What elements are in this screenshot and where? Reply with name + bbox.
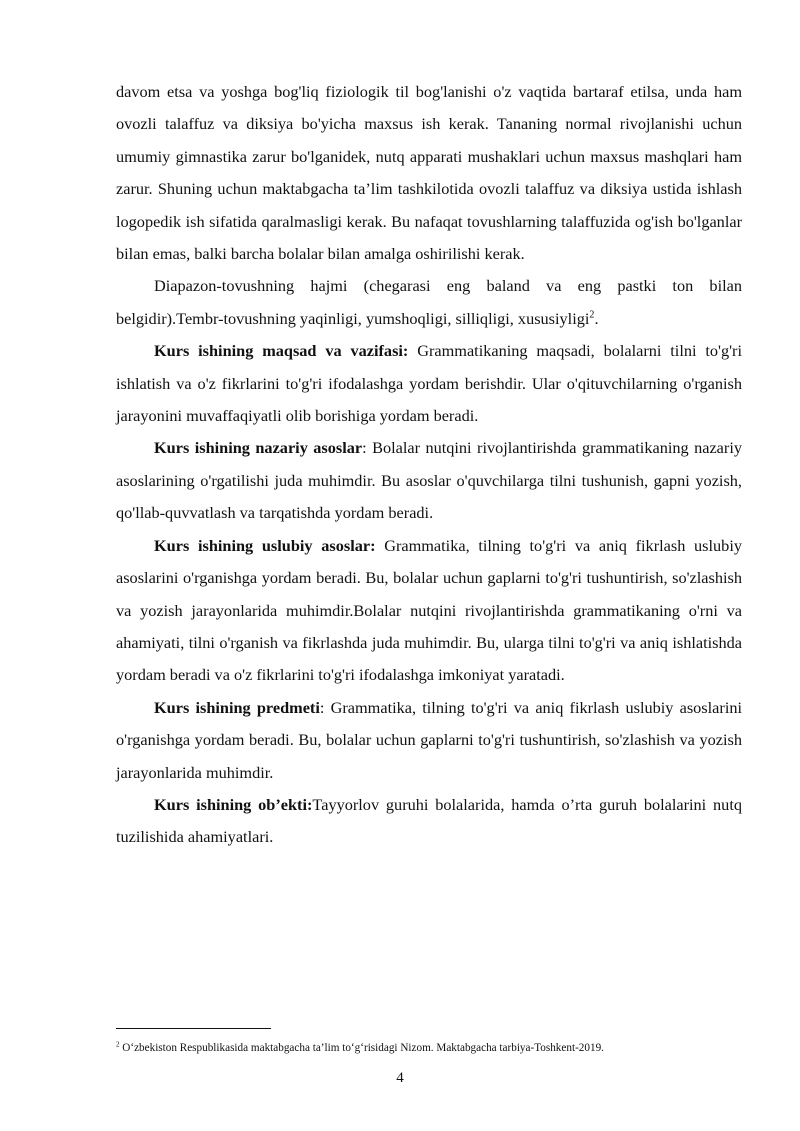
method-text: Grammatika, tilning to'g'ri va aniq fikrlash uslubiy asoslarini o'rganishga yordam beradi. Bu, bolalar uchun gaplarni to'g'ri tushuntirish, so'zlashish va yozish jarayonlarida muhimdir.Bolalar nutqini rivojlantirishda grammatikaning o'rni va ahamiyati, tilni o'rganish va fikrlashda juda muhimdir. Bu, ularga tilni to'g'ri va aniq ishlatishda yordam beradi va o'z fikrlarini to'g'ri ifodalashga imkoniyat yaratadi.: [116, 535, 742, 685]
paragraph-method: [116, 530, 742, 692]
paragraph-1-text: davom etsa va yoshga bog'liq fiziologik til bog'lanishi o'z vaqtida bartaraf etilsa, unda ham ovozli talaffuz va diksiya bo'yicha maxsus ish kerak. Tananing normal rivojlanishi uchun umumiy gimnastika zarur bo'lganidek, nutq apparati mushaklari uchun maxsus mashqlari ham zarur. Shuning uchun maktabgacha ta’lim tashkilotida ovozli talaffuz va diksiya ustida ishlash logopedik ish sifatida qaralmasligi kerak. Bu nafaqat tovushlarning talaffuzida og'ish bo'lganlar bilan emas, balki barcha bolalar bilan amalga oshirilishi kerak.: [116, 82, 742, 264]
footnote-number: 2: [116, 1040, 120, 1049]
paragraph-object: [116, 789, 742, 854]
paragraph-theory: [116, 432, 742, 529]
footnote: [116, 1040, 756, 1056]
footnote-reference: 2: [589, 309, 595, 321]
paragraph-1: [116, 76, 742, 270]
method-heading: Kurs ishining uslubiy asoslar:: [154, 535, 376, 555]
theory-heading: Kurs ishining nazariy asoslar: [154, 438, 363, 458]
subject-heading: Kurs ishining predmeti: [154, 697, 320, 717]
paragraph-2: [116, 270, 742, 335]
paragraph-2-text: Diapazon-tovushning hajmi (chegarasi eng baland va eng pastki ton bilan belgidir).Tembr-tovushning yaqinligi, yumshoqligi, silliqligi, xususiyligi: [116, 276, 742, 328]
body-text: [116, 76, 742, 854]
page-number: 4: [396, 1070, 404, 1086]
goal-heading: Kurs ishining maqsad va vazifasi:: [154, 341, 409, 361]
footnote-text: O‘zbekiston Respublikasida maktabgacha ta’lim to‘g‘risidagi Nizom. Maktabgacha tarbiya-Toshkent-2019.: [119, 1042, 604, 1054]
paragraph-2-end: .: [594, 308, 599, 328]
object-heading: Kurs ishining ob’ekti:: [154, 794, 313, 814]
object-text: Tayyorlov guruhi bolalarida, hamda o’rta guruh bolalarini nutq tuzilishida ahamiyatlari.: [116, 794, 742, 847]
footnote-divider: [116, 1028, 271, 1029]
paragraph-subject: [116, 692, 742, 789]
goal-text: Grammatikaning maqsadi, bolalarni tilni to'g'ri ishlatish va o'z fikrlarini to'g'ri ifodalashga yordam berishdir. Ular o'qituvchilarning o'rganish jarayonini muvaffaqiyatli olib borishiga yordam beradi.: [116, 341, 742, 426]
theory-text: : Bolalar nutqini rivojlantirishda grammatikaning nazariy asoslarining o'rgatilishi juda muhimdir. Bu asoslar o'quvchilarga tilni tushunish, gapni yozish, qo'llab-quvvatlash va tarqatishda yordam beradi.: [116, 438, 742, 523]
paragraph-goal: [116, 335, 742, 432]
subject-text: : Grammatika, tilning to'g'ri va aniq fikrlash uslubiy asoslarini o'rganishga yordam beradi. Bu, bolalar uchun gaplarni to'g'ri tushuntirish, so'zlashish va yozish jarayonlarida muhimdir.: [116, 697, 743, 782]
